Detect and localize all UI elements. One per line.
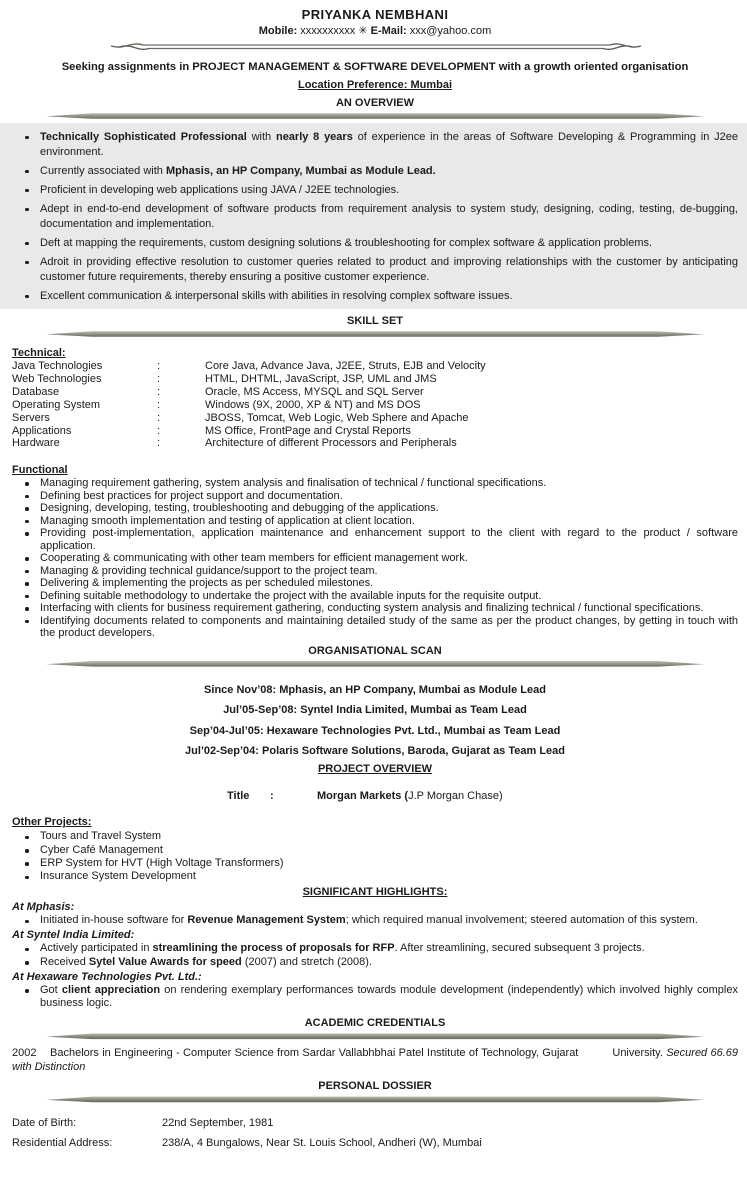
section-divider-bar [46,330,704,338]
bullet-text [40,289,738,304]
skill-label: Database [12,385,60,398]
skill-value: Oracle, MS Access, MYSQL and SQL Server [205,385,424,398]
text-segment: Revenue Management System [187,914,346,927]
skill-row [12,360,738,373]
bullet-icon [25,482,29,486]
bullet-icon [25,989,29,993]
bullet-text [40,202,738,232]
location-preference: Location Preference: Mumbai [297,79,453,91]
bullet-item [12,870,738,883]
skill-colon: : [157,385,161,398]
personal-value: 238/A, 4 Bungalows, Near St. Louis School, Andheri (W), Mumbai [162,1137,482,1150]
bullet-item [12,477,738,490]
personal-details [12,1113,738,1153]
bullet-item [12,942,738,955]
bullet-item [12,577,738,590]
bullet-icon [25,189,29,193]
bullet-text [40,255,738,285]
bullet-icon [25,242,29,246]
bullet-icon [25,961,29,965]
bullet-icon [25,261,29,265]
bullet-item [12,502,738,515]
personal-label: Date of Birth: [12,1117,77,1130]
skill-label: Java Technologies [12,360,103,372]
person-name: PRIYANKA NEMBHANI [301,7,449,22]
personal-row [12,1133,738,1153]
bullet-item [12,490,738,503]
bullet-text: Managing & providing technical guidance/support to the project team. [40,564,378,577]
bullet-item [12,183,738,198]
mobile-value: xxxxxxxxxx [300,25,356,37]
bullet-text [40,236,738,251]
skill-value: HTML, DHTML, JavaScript, JSP, UML and JMS [205,372,437,385]
section-heading-overview: AN OVERVIEW [335,97,415,109]
highlight-group [12,970,738,1010]
contact-line [12,24,738,38]
skill-label: Hardware [12,437,60,450]
text-segment: Adept in end-to-end development of software products from requirement analysis to system study, designing, coding, testing, de-bugging, documentation and implementation. [40,203,738,230]
section-heading-project-overview: PROJECT OVERVIEW [317,763,433,776]
text-segment: . After streamlining, secured subsequent 3 projects. [394,942,645,955]
project-title-row [12,789,738,803]
skill-value: MS Office, FrontPage and Crystal Reports [205,424,411,437]
skill-row [12,399,738,412]
bullet-item [12,956,738,969]
project-title-label: Title [227,790,250,803]
employment-entry: Sep’04-Jul’05: Hexaware Technologies Pvt. Ltd., Mumbai as Team Lead [189,724,561,737]
skill-label: Operating System [12,398,101,411]
bullet-icon [25,170,29,174]
text-segment: nearly 8 years [275,131,353,143]
bullet-item [12,527,738,552]
text-segment: Adroit in providing effective resolution to customer queries related to product and improving relationships with the customer by anticipating customer future requirements, thereby ensuring a positive customer experience. [40,256,738,283]
bullet-icon [25,836,29,840]
bullet-text: Managing smooth implementation and testing of application at client location. [40,514,415,527]
section-heading-personal-dossier: PERSONAL DOSSIER [318,1080,432,1093]
bullet-text: Designing, developing, testing, troubleshooting and debugging of the applications. [40,502,439,515]
text-segment: Morgan Markets ( [317,790,409,803]
bullet-icon [25,136,29,140]
bullet-item [12,130,738,160]
employment-entry: Jul’05-Sep’08: Syntel India Limited, Mumbai as Team Lead [223,704,527,717]
skill-colon: : [157,411,161,424]
company-subheading: At Syntel India Limited: [12,929,135,942]
skill-colon: : [157,424,161,437]
email-label: E-Mail: [370,25,407,37]
other-projects-subheading: Other Projects: [12,816,92,829]
skill-value: Architecture of different Processors and Peripherals [205,437,457,450]
overview-bullet-list [0,123,747,309]
bullet-item [12,602,738,615]
bullet-icon [25,849,29,853]
bullet-text [40,956,738,969]
text-segment: with [246,131,276,143]
text-segment: Technically Sophisticated Professional [40,131,247,143]
skills-table [12,360,738,450]
bullet-text [40,914,738,927]
bullet-icon [25,862,29,866]
objective-line: Seeking assignments in PROJECT MANAGEMENT & SOFTWARE DEVELOPMENT with a growth oriented organisation [61,61,689,73]
bullet-icon [25,295,29,299]
skill-colon: : [157,360,161,372]
highlights-groups [12,900,738,1010]
bullet-text: Interfacing with clients for business requirement gathering, conducting system analysis and finalizing technical / functional specifications. [40,602,704,615]
highlight-group [12,900,738,927]
bullet-text [40,183,738,198]
text-segment: Currently associated with [40,165,166,177]
bullet-text [40,984,738,1010]
bullet-text: Delivering & implementing the projects as per scheduled milestones. [40,577,374,590]
company-subheading: At Mphasis: [12,901,75,914]
text-segment: Initiated in-house software for [40,914,188,927]
text-segment: on rendering exemplary performances towards module development (independently) which involved highly complex business logic. [40,983,738,1010]
education-result: Secured 66.69 with Distinction [12,1047,738,1073]
bullet-item [12,236,738,251]
text-segment: Proficient in developing web applications using JAVA / J2EE technologies. [40,184,400,196]
skill-value: Windows (9X, 2000, XP & NT) and MS DOS [205,398,421,411]
bullet-icon [25,595,29,599]
section-heading-academic-credentials: ACADEMIC CREDENTIALS [304,1017,446,1030]
bullet-icon [25,570,29,574]
skill-row [12,437,738,450]
bullet-icon [25,620,29,624]
bullet-icon [25,948,29,952]
section-divider-bar [46,112,704,120]
text-segment: Excellent communication & interpersonal skills with abilities in resolving complex software issues. [40,290,513,302]
bullet-item [12,164,738,179]
personal-row [12,1113,738,1133]
bullet-item [12,914,738,927]
bullet-text: Defining suitable methodology to undertake the project with the available inputs for the requisite output. [40,589,542,602]
text-segment: ; which required manual involvement; steered automation of this system. [345,914,698,927]
text-segment: of experience in the areas of Software Developing & Programming in J2ee environment. [40,131,739,158]
technical-subheading: Technical: [12,347,66,359]
skill-row [12,386,738,399]
bullet-icon [25,582,29,586]
bullet-item [12,255,738,285]
text-segment: (2007) and stretch (2008). [241,955,373,968]
skill-row [12,412,738,425]
employment-entry: Since Nov’08: Mphasis, an HP Company, Mumbai as Module Lead [204,683,546,696]
bullet-text: ERP System for HVT (High Voltage Transformers) [40,856,284,869]
functional-subheading: Functional [12,464,68,477]
section-divider-bar [46,1032,704,1040]
asterisk-separator-icon: ✳ [358,25,368,37]
text-segment: J.P Morgan Chase) [408,790,503,803]
bullet-item [12,552,738,565]
bullet-icon [25,208,29,212]
company-subheading: At Hexaware Technologies Pvt. Ltd.: [12,970,202,983]
bullet-item [12,984,738,1010]
bullet-icon [25,920,29,924]
bullet-icon [25,532,29,536]
bullet-text: Cyber Café Management [40,843,163,856]
bullet-text: Tours and Travel System [40,830,162,843]
bullet-item [12,844,738,857]
bullet-item [12,590,738,603]
bullet-item [12,289,738,304]
bullet-icon [25,557,29,561]
bullet-icon [25,520,29,524]
text-segment: Sytel Value Awards for speed [88,955,242,968]
bullet-item [12,565,738,578]
bullet-text [40,164,738,179]
skill-label: Web Technologies [12,372,102,385]
skill-label: Applications [12,424,72,437]
skill-colon: : [157,437,161,450]
email-value: xxx@yahoo.com [409,25,492,37]
education-entry [12,1047,738,1074]
project-title-colon: : [270,790,274,803]
text-segment: Mphasis, an HP Company, Mumbai as Module Lead. [165,165,436,177]
project-title-value [317,790,503,802]
bullet-icon [25,507,29,511]
employment-history [12,680,738,762]
section-heading-skillset: SKILL SET [346,315,404,327]
bullet-text [40,130,738,160]
text-segment: client appreciation [61,983,161,996]
text-segment: Actively participated in [40,942,153,955]
functional-bullet-list [12,477,738,640]
education-year: 2002 [12,1047,37,1060]
skill-row [12,373,738,386]
employment-entry: Jul’02-Sep’04: Polaris Software Solutions, Baroda, Gujarat as Team Lead [184,745,566,758]
personal-value: 22nd September, 1981 [162,1117,274,1130]
skill-row [12,425,738,438]
education-university: University. [612,1047,663,1060]
bullet-icon [25,876,29,880]
bullet-item [12,202,738,232]
bullet-text [40,942,738,955]
bullet-text: Managing requirement gathering, system analysis and finalisation of technical / functional specifications. [40,477,547,490]
section-divider-bar [46,660,704,668]
bullet-text: Insurance System Development [40,870,196,883]
bullet-text: Cooperating & communicating with other team members for efficient management work. [40,552,468,565]
bullet-icon [25,607,29,611]
section-heading-significant-highlights: SIGNIFICANT HIGHLIGHTS: [302,886,448,899]
text-segment: streamlining the process of proposals for RFP [152,942,395,955]
highlight-group [12,928,738,968]
education-degree: Bachelors in Engineering - Computer Science from Sardar Vallabhbhai Patel Institute of Technology, Gujarat [50,1047,579,1060]
bullet-icon [25,495,29,499]
mobile-label: Mobile: [258,25,298,37]
other-projects-list [12,830,738,883]
bullet-text: Defining best practices for project support and documentation. [40,489,343,502]
bullet-item [12,515,738,528]
bullet-text: Identifying documents related to components and maintaining detailed study of the same as per the product changes, by getting in touch with the product developers. [40,614,738,640]
bullet-item [12,830,738,843]
text-segment: Received [40,955,89,968]
header-flourish-divider [105,39,645,54]
section-heading-organisational-scan: ORGANISATIONAL SCAN [308,644,442,657]
personal-label: Residential Address: [12,1137,113,1150]
skill-value: JBOSS, Tomcat, Web Logic, Web Sphere and Apache [205,411,469,424]
bullet-item [12,615,738,640]
skill-colon: : [157,398,161,411]
skill-colon: : [157,372,161,385]
bullet-item [12,857,738,870]
bullet-text: Providing post-implementation, application maintenance and enhancement support to the client with regard to the product / software application. [40,527,738,552]
skill-label: Servers [12,411,50,424]
text-segment: Deft at mapping the requirements, custom designing solutions & troubleshooting for complex software & application problems. [40,237,653,249]
section-divider-bar [46,1095,704,1103]
text-segment: Got [40,983,62,996]
skill-value: Core Java, Advance Java, J2EE, Struts, EJB and Velocity [205,360,486,372]
